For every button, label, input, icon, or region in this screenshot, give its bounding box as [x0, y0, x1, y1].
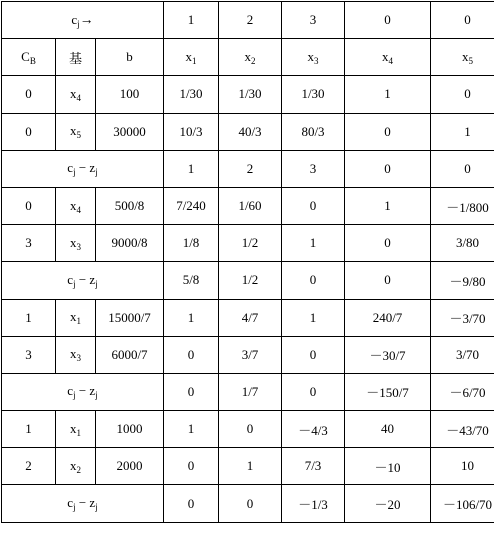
basis-var-sub: 2 — [77, 465, 82, 475]
coefficient-cell: 1/30 — [282, 76, 345, 113]
cz-z-sub: j — [95, 279, 98, 289]
basis-var-main: x — [70, 458, 77, 473]
cj-minus-zj-label — [2, 485, 164, 522]
var-header-x3 — [282, 39, 345, 76]
var-sub: 4 — [389, 56, 394, 66]
reduced-cost-cell: 1/7 — [219, 373, 282, 410]
coefficient-cell: 1/2 — [219, 225, 282, 262]
reduced-cost-cell: －1/3 — [282, 485, 345, 522]
basis-variable — [56, 411, 96, 448]
basis-var-main: x — [70, 198, 77, 213]
cb-header-main: C — [21, 49, 30, 64]
cz-z: z — [89, 272, 95, 287]
coefficient-cell: 1 — [219, 448, 282, 485]
table-row — [2, 225, 494, 262]
cj-minus-zj-row — [2, 485, 494, 522]
coefficient-cell: －3/70 — [431, 299, 494, 336]
cz-c: c — [67, 383, 73, 398]
coefficient-cell: －4/3 — [282, 411, 345, 448]
cj-symbol: c — [71, 12, 77, 27]
cz-c-sub: j — [73, 167, 76, 177]
table-row — [2, 411, 494, 448]
reduced-cost-cell: 0 — [164, 373, 219, 410]
coefficient-cell: 1 — [282, 225, 345, 262]
var-sub: 5 — [469, 56, 474, 66]
coefficient-cell: 240/7 — [345, 299, 431, 336]
coefficient-cell: 1 — [164, 411, 219, 448]
cz-minus: − — [76, 495, 90, 510]
coefficient-cell: 0 — [164, 448, 219, 485]
cj-minus-zj-label — [2, 262, 164, 299]
basis-variable — [56, 76, 96, 113]
var-sub: 2 — [251, 56, 256, 66]
reduced-cost-cell: 0 — [345, 262, 431, 299]
coefficient-cell: 0 — [345, 113, 431, 150]
cb-header-sub: B — [30, 56, 36, 66]
var-sub: 1 — [192, 56, 197, 66]
reduced-cost-cell: 3 — [282, 150, 345, 187]
basis-variable — [56, 448, 96, 485]
table-row — [2, 299, 494, 336]
coefficient-cell: 80/3 — [282, 113, 345, 150]
cj-minus-zj-row — [2, 150, 494, 187]
cz-minus: − — [76, 383, 90, 398]
cb-value: 0 — [2, 187, 56, 224]
coefficient-cell: 1/30 — [164, 76, 219, 113]
b-value: 100 — [96, 76, 164, 113]
cj-header-row — [2, 2, 494, 39]
var-header-x1 — [164, 39, 219, 76]
reduced-cost-cell: 0 — [219, 485, 282, 522]
b-value: 1000 — [96, 411, 164, 448]
var-header-x5 — [431, 39, 494, 76]
table-row — [2, 336, 494, 373]
b-value: 15000/7 — [96, 299, 164, 336]
cz-z-sub: j — [95, 167, 98, 177]
var-main: x — [308, 49, 315, 64]
coefficient-cell: 1/30 — [219, 76, 282, 113]
cz-z: z — [89, 495, 95, 510]
reduced-cost-cell: 0 — [282, 262, 345, 299]
basis-var-sub: 5 — [77, 130, 82, 140]
basis-var-sub: 4 — [77, 205, 82, 215]
basis-var-main: x — [70, 123, 77, 138]
basis-var-sub: 4 — [77, 93, 82, 103]
basis-variable — [56, 113, 96, 150]
b-header: b — [96, 39, 164, 76]
table-row — [2, 113, 494, 150]
basis-var-sub: 1 — [77, 316, 82, 326]
reduced-cost-cell: －6/70 — [431, 373, 494, 410]
cb-value: 1 — [2, 299, 56, 336]
coefficient-cell: 0 — [282, 336, 345, 373]
var-main: x — [382, 49, 389, 64]
reduced-cost-cell: 1 — [164, 150, 219, 187]
right-arrow-icon: → — [80, 13, 94, 28]
cj-minus-zj-row — [2, 373, 494, 410]
basis-variable — [56, 336, 96, 373]
coefficient-cell: 7/240 — [164, 187, 219, 224]
coefficient-cell: 1 — [345, 187, 431, 224]
coefficient-cell: 1 — [282, 299, 345, 336]
b-value: 2000 — [96, 448, 164, 485]
coefficient-cell: 10 — [431, 448, 494, 485]
cz-c: c — [67, 160, 73, 175]
coefficient-cell: 3/80 — [431, 225, 494, 262]
coefficient-cell: 7/3 — [282, 448, 345, 485]
cb-header — [2, 39, 56, 76]
cz-z: z — [89, 160, 95, 175]
basis-var-main: x — [70, 421, 77, 436]
basis-var-sub: 3 — [77, 353, 82, 363]
reduced-cost-cell: 0 — [431, 150, 494, 187]
cz-z-sub: j — [95, 502, 98, 512]
b-value: 500/8 — [96, 187, 164, 224]
reduced-cost-cell: 0 — [345, 150, 431, 187]
cj-value: 3 — [282, 2, 345, 39]
cj-minus-zj-row — [2, 262, 494, 299]
coefficient-cell: 4/7 — [219, 299, 282, 336]
reduced-cost-cell: 0 — [282, 373, 345, 410]
column-header-row — [2, 39, 494, 76]
coefficient-cell: 1/8 — [164, 225, 219, 262]
reduced-cost-cell: 1/2 — [219, 262, 282, 299]
cj-minus-zj-label — [2, 150, 164, 187]
coefficient-cell: 1/60 — [219, 187, 282, 224]
b-value: 30000 — [96, 113, 164, 150]
b-value: 6000/7 — [96, 336, 164, 373]
cb-value: 0 — [2, 113, 56, 150]
coefficient-cell: 0 — [282, 187, 345, 224]
coefficient-cell: 40 — [345, 411, 431, 448]
basis-var-main: x — [70, 346, 77, 361]
cb-value: 1 — [2, 411, 56, 448]
cj-value: 0 — [345, 2, 431, 39]
cb-value: 3 — [2, 336, 56, 373]
cj-value: 1 — [164, 2, 219, 39]
cb-value: 3 — [2, 225, 56, 262]
cj-value: 0 — [431, 2, 494, 39]
var-main: x — [462, 49, 469, 64]
reduced-cost-cell: －150/7 — [345, 373, 431, 410]
coefficient-cell: 40/3 — [219, 113, 282, 150]
coefficient-cell: 3/7 — [219, 336, 282, 373]
coefficient-cell: 0 — [345, 225, 431, 262]
basis-variable — [56, 187, 96, 224]
cz-minus: − — [76, 160, 90, 175]
coefficient-cell: 0 — [164, 336, 219, 373]
cj-value: 2 — [219, 2, 282, 39]
basis-var-main: x — [70, 235, 77, 250]
coefficient-cell: －30/7 — [345, 336, 431, 373]
coefficient-cell: 1 — [345, 76, 431, 113]
reduced-cost-cell: 2 — [219, 150, 282, 187]
cz-c-sub: j — [73, 279, 76, 289]
coefficient-cell: －1/800 — [431, 187, 494, 224]
b-value: 9000/8 — [96, 225, 164, 262]
cj-minus-zj-label — [2, 373, 164, 410]
cz-minus: − — [76, 272, 90, 287]
cb-value: 2 — [2, 448, 56, 485]
coefficient-cell: 0 — [219, 411, 282, 448]
cz-c: c — [67, 272, 73, 287]
var-main: x — [186, 49, 193, 64]
basis-var-sub: 3 — [77, 242, 82, 252]
coefficient-cell: 3/70 — [431, 336, 494, 373]
reduced-cost-cell: 0 — [164, 485, 219, 522]
basis-var-sub: 1 — [77, 428, 82, 438]
coefficient-cell: 10/3 — [164, 113, 219, 150]
cz-z: z — [89, 383, 95, 398]
var-sub: 3 — [314, 56, 319, 66]
reduced-cost-cell: －20 — [345, 485, 431, 522]
var-header-x4 — [345, 39, 431, 76]
table-row — [2, 187, 494, 224]
table-row — [2, 76, 494, 113]
coefficient-cell: 1 — [431, 113, 494, 150]
var-header-x2 — [219, 39, 282, 76]
coefficient-cell: －10 — [345, 448, 431, 485]
basis-variable — [56, 225, 96, 262]
var-main: x — [245, 49, 252, 64]
basis-variable — [56, 299, 96, 336]
cz-c-sub: j — [73, 390, 76, 400]
reduced-cost-cell: 5/8 — [164, 262, 219, 299]
cz-c: c — [67, 495, 73, 510]
basis-var-main: x — [70, 86, 77, 101]
basis-header: 基 — [56, 39, 96, 76]
cj-subscript: j — [77, 19, 80, 29]
table-row — [2, 448, 494, 485]
coefficient-cell: 0 — [431, 76, 494, 113]
basis-var-main: x — [70, 309, 77, 324]
coefficient-cell: －43/70 — [431, 411, 494, 448]
cj-header-label — [2, 2, 164, 39]
simplex-tableau — [1, 1, 494, 523]
cz-z-sub: j — [95, 390, 98, 400]
reduced-cost-cell: －9/80 — [431, 262, 494, 299]
cz-c-sub: j — [73, 502, 76, 512]
reduced-cost-cell: －106/70 — [431, 485, 494, 522]
cb-value: 0 — [2, 76, 56, 113]
coefficient-cell: 1 — [164, 299, 219, 336]
